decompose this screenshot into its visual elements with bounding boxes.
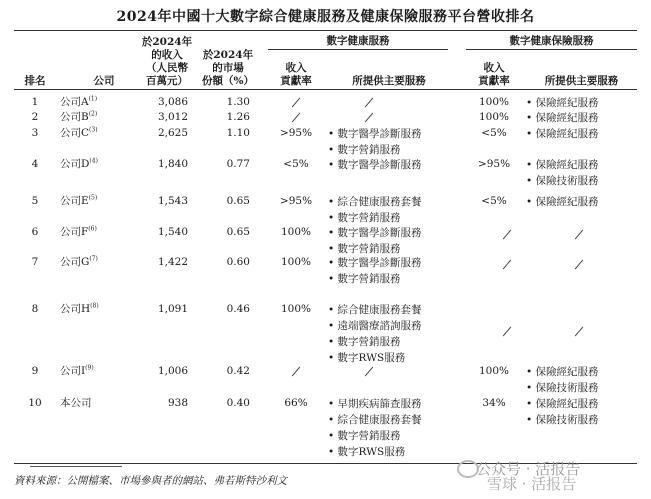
header-share-2: 的市場: [212, 62, 244, 74]
health-service-item: • 數字營銷服務: [328, 430, 401, 442]
cell-rank: 10: [28, 397, 42, 409]
cell-share: 0.42: [226, 365, 250, 377]
health-service-item: • 數字醫學診斷服務: [328, 159, 422, 171]
header-share-1: 於2024年: [202, 49, 254, 61]
health-service-item: • 早期疾病篩查服務: [328, 398, 422, 410]
cell-share: 0.40: [226, 397, 250, 409]
cell-company: 公司$A^{(1)}$: [60, 95, 98, 108]
insurance-service-item: • 保險技術服務: [526, 382, 599, 394]
company-note: (7): [89, 255, 98, 263]
slash-insurance-services: [575, 230, 583, 240]
slash-insurance-services: [575, 327, 583, 337]
slash-health-rate: [292, 367, 300, 377]
cell-rank: 6: [31, 226, 39, 238]
cell-company: 公司$G^{(7)}$: [60, 255, 98, 268]
header-insurance-services: 所提供主要服務: [544, 75, 619, 87]
health-service-item: • 數字營銷服務: [328, 212, 401, 224]
health-service-item: • 數字營銷服務: [328, 336, 401, 348]
cell-share: 0.65: [226, 226, 250, 238]
header-health-services: 所提供主要服務: [352, 75, 426, 87]
health-service-item: • 綜合健康服務套餐: [328, 414, 422, 426]
cell-rank: 3: [31, 127, 39, 139]
insurance-service-item: • 保險技術服務: [526, 414, 599, 426]
header-revenue-4: 百萬元）: [146, 75, 188, 87]
health-group-rule: [268, 49, 448, 50]
cell-revenue: 1,091: [157, 303, 188, 315]
header-health-rate-2: 貢獻率: [280, 75, 312, 87]
health-service-item: • 數字RWS服務: [328, 352, 406, 364]
slash-insurance-rate: [503, 327, 511, 337]
cell-company: 公司$F^{(6)}$: [60, 225, 97, 238]
cell-share: 1.30: [226, 96, 250, 108]
slash-health-rate: [292, 113, 300, 123]
header-revenue-3: （人民幣: [146, 62, 188, 74]
health-service-item: • 數字醫學診斷服務: [328, 227, 422, 239]
cell-share: 0.60: [226, 256, 250, 268]
header-share-3: 份額（%）: [202, 75, 254, 87]
cell-health-rate: <5%: [283, 158, 309, 170]
cell-insurance-rate: 100%: [478, 96, 510, 108]
header-insurance-rate-1: 收入: [483, 62, 505, 74]
company-note: (9): [85, 364, 94, 372]
cell-insurance-rate: 100%: [478, 365, 510, 377]
cell-share: 0.46: [226, 303, 250, 315]
insurance-service-item: • 保險經紀服務: [526, 398, 599, 410]
health-service-item: • 數字RWS服務: [328, 446, 406, 458]
cell-insurance-rate: 34%: [482, 397, 506, 409]
slash-health-services: [365, 113, 373, 123]
cell-revenue: 938: [167, 397, 188, 409]
header-insurance-rate-2: 貢獻率: [478, 75, 510, 87]
cell-rank: 5: [31, 195, 39, 207]
cell-company: 公司$I^{(9)}$: [60, 364, 94, 377]
slash-insurance-rate: [503, 230, 511, 240]
group-header-health: 數字健康服務: [326, 35, 390, 47]
cell-health-rate: 100%: [280, 226, 312, 238]
cell-rank: 1: [31, 96, 39, 108]
cell-company: 公司$C^{(3)}$: [60, 126, 98, 139]
header-bottom-rule: [14, 89, 637, 90]
cell-insurance-rate: <5%: [481, 195, 507, 207]
cell-revenue: 1,540: [157, 226, 188, 238]
cell-rank: 4: [31, 158, 39, 170]
health-service-item: • 數字營銷服務: [328, 144, 401, 156]
slash-health-services: [365, 367, 373, 377]
cell-revenue: 1,543: [157, 195, 188, 207]
health-service-item: • 綜合健康服務套餐: [328, 304, 422, 316]
cell-revenue: 1,840: [157, 158, 188, 170]
cell-revenue: 2,625: [157, 127, 188, 139]
insurance-service-item: • 保險經紀服務: [526, 97, 599, 109]
company-note: (5): [88, 194, 98, 202]
health-service-item: • 遠端醫療諮詢服務: [328, 320, 422, 332]
cell-rank: 9: [31, 365, 39, 377]
insurance-service-item: • 保險經紀服務: [526, 366, 599, 378]
cell-rank: 7: [31, 256, 39, 268]
cell-company: 公司$B^{(2)}$: [60, 110, 98, 123]
cell-revenue: 3,012: [157, 111, 188, 123]
cell-health-rate: >95%: [279, 195, 313, 207]
health-service-item: • 數字營銷服務: [328, 273, 401, 285]
cell-revenue: 1,006: [157, 365, 188, 377]
cell-insurance-rate: >95%: [477, 158, 511, 170]
company-note: (1): [88, 95, 98, 103]
insurance-service-item: • 保險經紀服務: [526, 128, 599, 140]
watermark-xueqiu: 雪球 · 活报告: [487, 475, 577, 493]
health-service-item: • 綜合健康服務套餐: [328, 196, 422, 208]
slash-insurance-services: [575, 260, 583, 270]
cell-revenue: 1,422: [157, 256, 188, 268]
cell-health-rate: 66%: [284, 397, 308, 409]
source-footnote: 資料來源：公開檔案、市場參與者的網站、弗若斯特沙利文: [14, 475, 287, 487]
cell-company: 公司$D^{(4)}$: [60, 157, 98, 170]
slash-health-services: [365, 98, 373, 108]
insurance-service-item: • 保險技術服務: [526, 175, 599, 187]
cell-insurance-rate: <5%: [481, 127, 507, 139]
cell-rank: 8: [31, 303, 39, 315]
company-note: (3): [89, 126, 98, 134]
cell-rank: 2: [31, 111, 39, 123]
header-revenue-1: 於2024年: [141, 36, 193, 48]
cell-share: 1.26: [226, 111, 250, 123]
header-rank: 排名: [24, 75, 46, 87]
cell-share: 0.65: [226, 195, 250, 207]
cell-health-rate: 100%: [280, 303, 312, 315]
cell-share: 0.77: [226, 158, 250, 170]
cell-company: 本公司: [60, 397, 92, 409]
watermark-wechat: 公众号 · 活报告: [476, 460, 581, 478]
cell-insurance-rate: 100%: [478, 111, 510, 123]
insurance-service-item: • 保險經紀服務: [526, 112, 599, 124]
cell-health-rate: 100%: [280, 256, 312, 268]
cell-share: 1.10: [226, 127, 250, 139]
insurance-service-item: • 保險經紀服務: [526, 196, 599, 208]
company-note: (4): [89, 157, 98, 165]
slash-insurance-rate: [503, 260, 511, 270]
header-health-rate-1: 收入: [285, 62, 307, 74]
cell-revenue: 3,086: [157, 96, 188, 108]
top-rule: [14, 30, 637, 31]
company-note: (6): [88, 225, 97, 233]
insurance-service-item: • 保險經紀服務: [526, 159, 599, 171]
footnote-rule: [30, 466, 122, 467]
health-service-item: • 數字醫學診斷服務: [328, 257, 422, 269]
company-note: (8): [90, 302, 99, 310]
group-header-insurance: 數字健康保險服務: [509, 35, 594, 47]
insurance-group-rule: [466, 49, 637, 50]
health-service-item: • 數字醫學診斷服務: [328, 128, 422, 140]
cell-health-rate: >95%: [279, 127, 313, 139]
health-service-item: • 數字營銷服務: [328, 243, 401, 255]
cell-company: 公司$E^{(5)}$: [60, 194, 98, 207]
table-title: 2024年中國十大數字綜合健康服務及健康保險服務平台營收排名: [116, 9, 535, 25]
slash-health-rate: [292, 98, 300, 108]
cell-company: 公司$H^{(8)}$: [60, 302, 99, 315]
company-note: (2): [88, 110, 98, 118]
header-company: 公司: [93, 75, 115, 87]
header-revenue-2: 的收入: [151, 49, 183, 61]
